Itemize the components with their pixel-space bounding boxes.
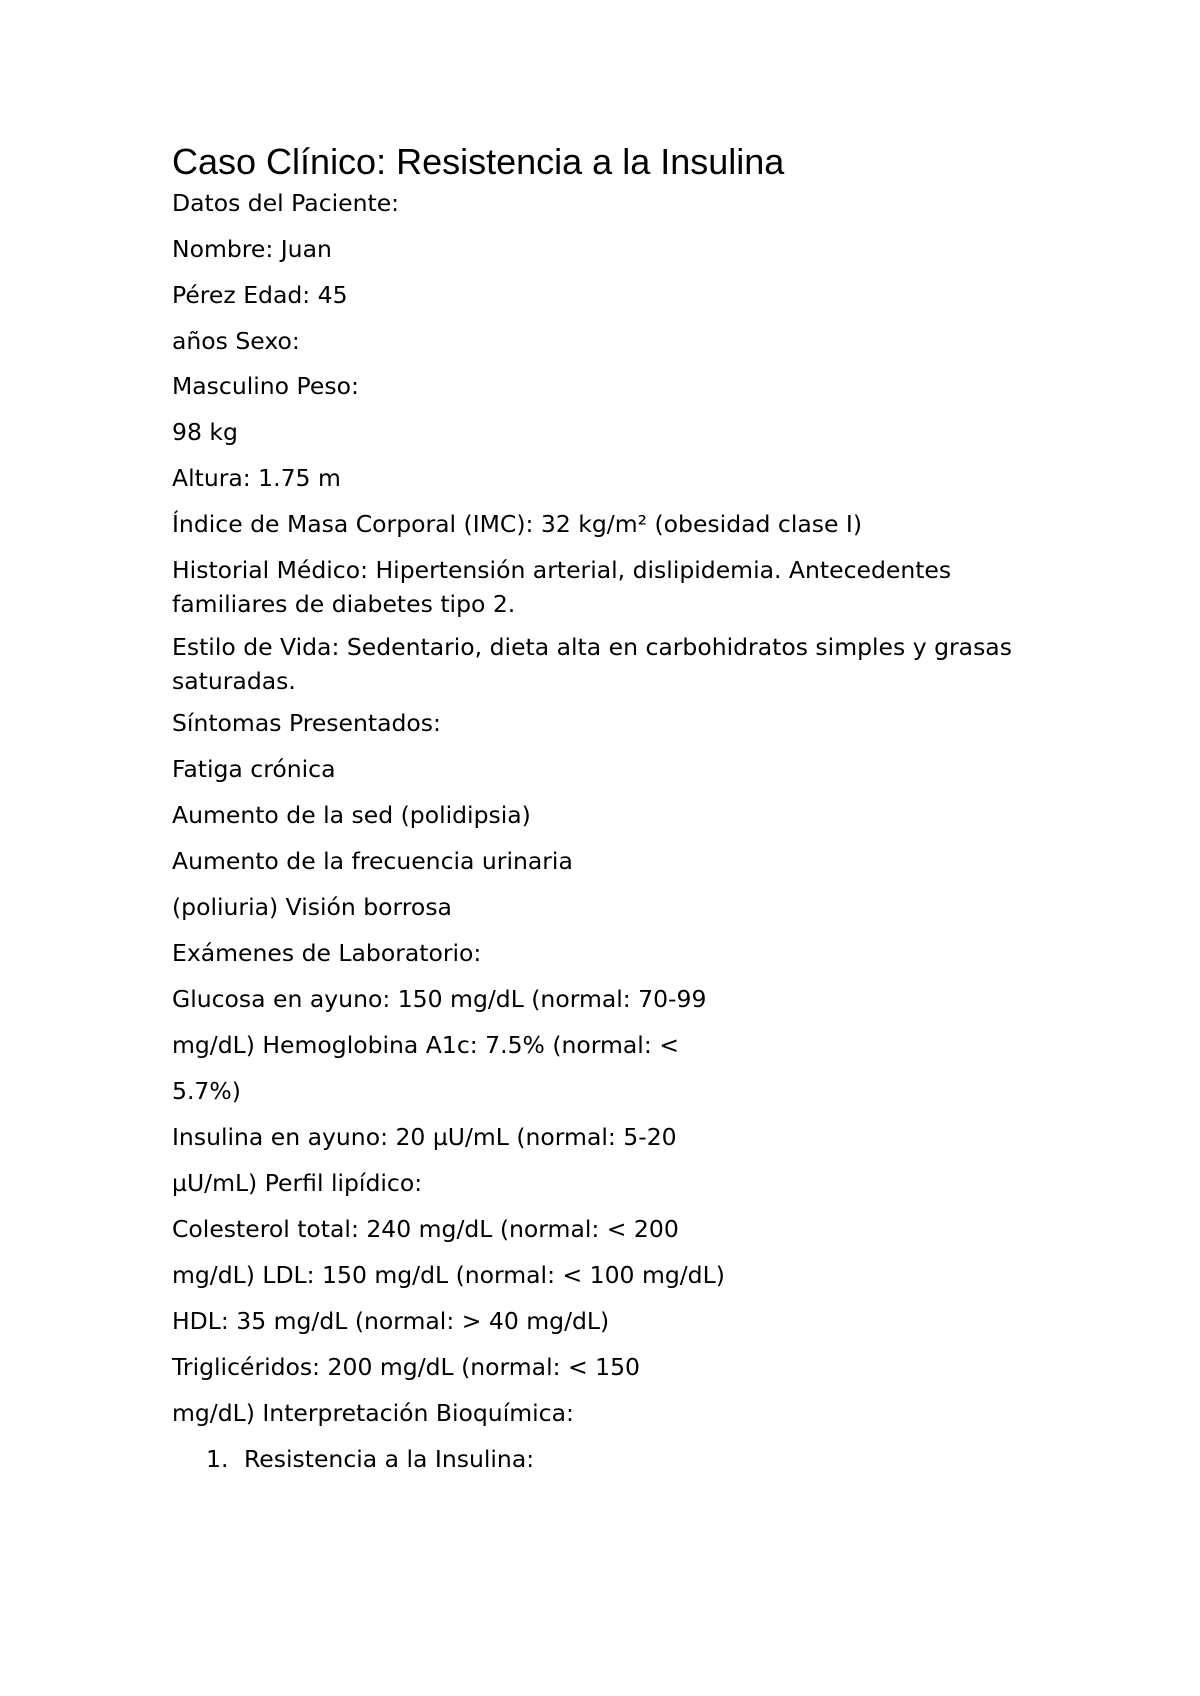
- lab-glucose-line: Glucosa en ayuno: 150 mg/dL (normal: 70-99: [172, 985, 707, 1013]
- lab-hdl-line: HDL: 35 mg/dL (normal: > 40 mg/dL): [172, 1307, 610, 1335]
- symptom-polyuria-vision: (poliuria) Visión borrosa: [172, 893, 452, 921]
- section-heading-symptoms: Síntomas Presentados:: [172, 709, 441, 737]
- section-heading-interpretation: mg/dL) Interpretación Bioquímica:: [172, 1399, 574, 1427]
- symptom-thirst: Aumento de la sed (polidipsia): [172, 801, 531, 829]
- lab-total-cholesterol-line: Colesterol total: 240 mg/dL (normal: < 200: [172, 1215, 679, 1243]
- lab-hba1c-line: mg/dL) Hemoglobina A1c: 7.5% (normal: <: [172, 1031, 679, 1059]
- lab-insulin-line: Insulina en ayuno: 20 µU/mL (normal: 5-20: [172, 1123, 677, 1151]
- lab-lipid-profile-line: µU/mL) Perfil lipídico:: [172, 1169, 423, 1197]
- lab-ldl-line: mg/dL) LDL: 150 mg/dL (normal: < 100 mg/dL): [172, 1261, 725, 1289]
- medical-history-paragraph: Historial Médico: Hipertensión arterial, dislipidemia. Antecedentes familiares de diabetes tipo 2.: [172, 556, 952, 618]
- patient-age-line: Pérez Edad: 45: [172, 281, 348, 309]
- bmi-line: Índice de Masa Corporal (IMC): 32 kg/m² (obesidad clase I): [172, 510, 863, 538]
- list-item: [206, 1442, 534, 1476]
- lifestyle-paragraph: Estilo de Vida: Sedentario, dieta alta en carbohidratos simples y grasas saturadas.: [172, 633, 1012, 695]
- section-heading-lab-exams: Exámenes de Laboratorio:: [172, 939, 482, 967]
- patient-sex-line: años Sexo:: [172, 327, 300, 355]
- symptom-urination: Aumento de la frecuencia urinaria: [172, 847, 573, 875]
- patient-height-line: Altura: 1.75 m: [172, 464, 341, 492]
- lab-triglycerides-line: Triglicéridos: 200 mg/dL (normal: < 150: [172, 1353, 641, 1381]
- lab-hba1c-normal: 5.7%): [172, 1077, 241, 1105]
- symptom-fatigue: Fatiga crónica: [172, 755, 336, 783]
- document-title: Caso Clínico: Resistencia a la Insulina: [172, 141, 785, 182]
- section-heading-patient-data: Datos del Paciente:: [172, 189, 400, 217]
- patient-weight-line: Masculino Peso:: [172, 372, 359, 400]
- patient-weight-value: 98 kg: [172, 418, 238, 446]
- list-item-number: 1.: [206, 1445, 229, 1473]
- list-item-text: Resistencia a la Insulina:: [244, 1445, 535, 1473]
- patient-name-line: Nombre: Juan: [172, 235, 332, 263]
